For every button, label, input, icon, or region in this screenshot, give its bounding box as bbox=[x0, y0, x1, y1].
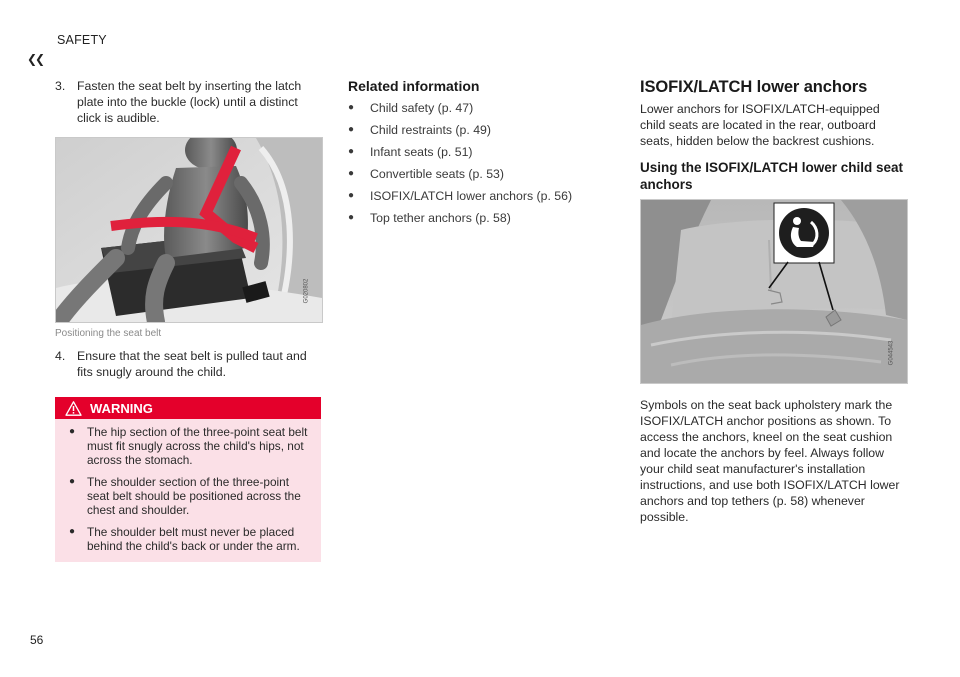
body-paragraph: Symbols on the seat back upholstery mark the ISOFIX/LATCH anchor positions as shown. To access the anchors, kneel on the seat cushion and locate the anchors by feel. Always follow your child seat manufacturer's installation instructions, and use both ISOFIX/LATCH lower anchors and top tethers (p. 58) whenever possible. bbox=[640, 398, 900, 524]
column-middle bbox=[348, 78, 588, 232]
back-chevron-icon[interactable]: ❮❮ bbox=[27, 52, 44, 66]
warning-title: WARNING bbox=[90, 400, 153, 416]
figure-caption: Positioning the seat belt bbox=[55, 328, 162, 339]
related-link[interactable] bbox=[348, 188, 588, 204]
related-link[interactable] bbox=[348, 144, 588, 160]
related-link-text[interactable]: ISOFIX/LATCH lower anchors (p. 56) bbox=[370, 189, 573, 203]
bullet-icon: ● bbox=[348, 146, 355, 157]
warning-item bbox=[69, 525, 311, 553]
warning-item bbox=[69, 475, 311, 517]
bullet-icon: ● bbox=[348, 190, 355, 201]
bullet-icon: ● bbox=[348, 102, 355, 113]
column-right bbox=[640, 78, 908, 525]
step-number: 3. bbox=[55, 79, 66, 93]
related-link[interactable] bbox=[348, 100, 588, 116]
warning-box bbox=[55, 397, 321, 562]
child-booster-seat-illustration bbox=[56, 138, 322, 322]
related-link[interactable] bbox=[348, 166, 588, 182]
related-link-text[interactable]: Top tether anchors (p. 58) bbox=[370, 211, 511, 225]
warning-list bbox=[55, 419, 321, 553]
section-header: SAFETY bbox=[57, 33, 107, 47]
related-link[interactable] bbox=[348, 210, 588, 226]
related-link-text[interactable]: Child safety (p. 47) bbox=[370, 101, 474, 115]
step-4 bbox=[55, 348, 321, 380]
section-title: ISOFIX/LATCH lower anchors bbox=[640, 78, 868, 96]
warning-item-text: The shoulder belt must never be placed behind the child's back or under the arm. bbox=[87, 525, 300, 553]
subsection-heading: Using the ISOFIX/LATCH lower child seat anchors bbox=[640, 160, 904, 192]
bullet-icon: ● bbox=[69, 476, 76, 487]
warning-item-text: The hip section of the three-point seat belt must fit snugly across the child's hips, not across the stomach. bbox=[87, 425, 308, 467]
related-info-heading: Related information bbox=[348, 78, 480, 94]
bullet-icon: ● bbox=[348, 212, 355, 223]
isofix-anchor-figure bbox=[640, 199, 908, 384]
rear-seat-isofix-illustration bbox=[641, 200, 907, 383]
warning-item bbox=[69, 425, 311, 467]
related-link-text[interactable]: Infant seats (p. 51) bbox=[370, 145, 473, 159]
related-links-list bbox=[348, 100, 588, 226]
warning-header bbox=[55, 397, 321, 419]
column-left bbox=[55, 78, 321, 562]
isofix-symbol-icon bbox=[779, 208, 829, 258]
seat-belt-figure bbox=[55, 137, 323, 323]
bullet-icon: ● bbox=[348, 168, 355, 179]
step-number: 4. bbox=[55, 349, 66, 363]
warning-item-text: The shoulder section of the three-point seat belt should be positioned across the chest and shoulder. bbox=[87, 475, 301, 517]
figure-code: G044543 bbox=[888, 340, 895, 366]
step-3 bbox=[55, 78, 321, 126]
bullet-icon: ● bbox=[69, 526, 76, 537]
warning-triangle-icon bbox=[65, 401, 82, 416]
step-text: Fasten the seat belt by inserting the latch plate into the buckle (lock) until a distinct click is audible. bbox=[77, 79, 302, 125]
intro-paragraph: Lower anchors for ISOFIX/LATCH-equipped child seats are located in the rear, outboard seats, hidden below the backrest cushions. bbox=[640, 102, 880, 148]
bullet-icon: ● bbox=[69, 426, 76, 437]
related-link-text[interactable]: Child restraints (p. 49) bbox=[370, 123, 491, 137]
related-link[interactable] bbox=[348, 122, 588, 138]
page-number: 56 bbox=[30, 633, 44, 647]
step-text: Ensure that the seat belt is pulled taut and fits snugly around the child. bbox=[77, 349, 307, 379]
figure-code: G020802 bbox=[303, 278, 310, 304]
related-link-text[interactable]: Convertible seats (p. 53) bbox=[370, 167, 504, 181]
bullet-icon: ● bbox=[348, 124, 355, 135]
